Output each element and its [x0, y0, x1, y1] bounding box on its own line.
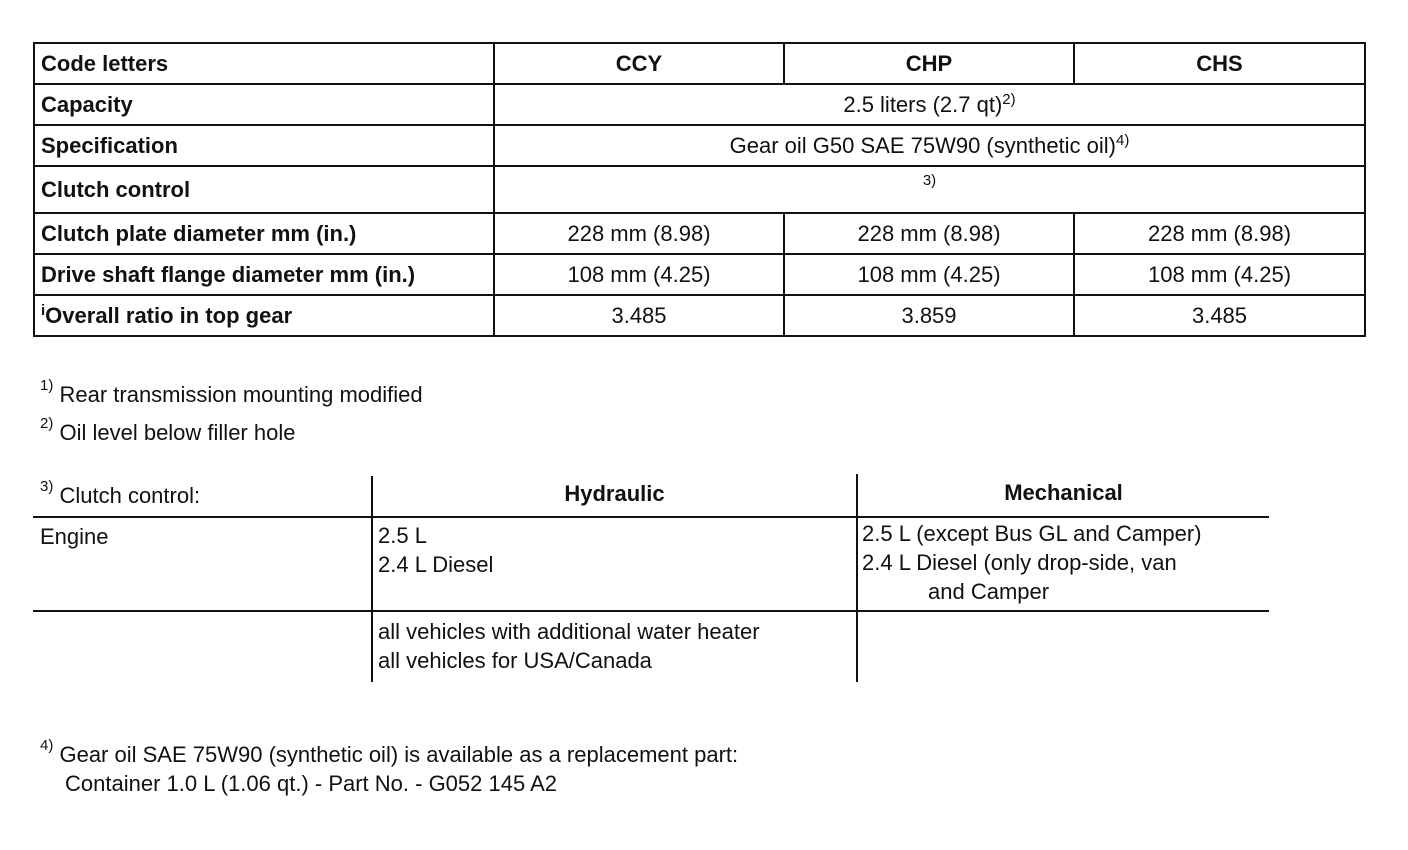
footnote-4-mark: 4) [40, 737, 54, 754]
clutch-title [40, 478, 201, 510]
footnote-1 [40, 377, 423, 409]
flange-chp: 108 mm (4.25) [784, 254, 1074, 295]
clutch-title-text: Clutch control: [59, 483, 201, 508]
clutch-plate-chs: 228 mm (8.98) [1074, 213, 1365, 254]
engine-label: Engine [40, 524, 109, 549]
mechanical-line-2: 2.4 L Diesel (only drop-side, van [862, 550, 1177, 575]
hydraulic-extra-2: all vehicles for USA/Canada [378, 648, 652, 673]
footnote-2-mark: 2) [40, 415, 54, 432]
hydraulic-header: Hydraulic [564, 481, 665, 506]
hydraulic-line-1: 2.5 L [378, 523, 427, 548]
capacity-note: 2) [1002, 90, 1016, 108]
spec-table [33, 42, 1366, 337]
clutch-title-mark: 3) [40, 478, 54, 495]
clutch-plate-chp: 228 mm (8.98) [784, 213, 1074, 254]
specification-value: Gear oil G50 SAE 75W90 (synthetic oil) [729, 132, 1117, 158]
code-ccy: CCY [494, 43, 784, 84]
footnote-4-text-2: Container 1.0 L (1.06 qt.) - Part No. - G052 145 A2 [65, 771, 558, 796]
footnote-4 [40, 737, 739, 798]
footnote-2 [40, 415, 296, 447]
mechanical-line-3: and Camper [928, 579, 1050, 604]
clutch-header-rule [33, 516, 1269, 518]
ratio-label: Overall ratio in top gear [45, 302, 293, 328]
ratio-marker: i [41, 301, 46, 319]
hydraulic-line-2: 2.4 L Diesel [378, 552, 494, 577]
capacity-row [34, 84, 1365, 125]
flange-label: Drive shaft flange diameter mm (in.) [34, 254, 494, 295]
clutch-control-table [33, 474, 1269, 682]
hydraulic-extra-1: all vehicles with additional water heater [378, 619, 760, 644]
ratio-label-cell [34, 295, 494, 336]
flange-ccy: 108 mm (4.25) [494, 254, 784, 295]
ratio-chs: 3.485 [1074, 295, 1365, 336]
specification-value-cell [494, 125, 1365, 166]
clutch-control-label: Clutch control [34, 166, 494, 213]
code-letters-label: Code letters [34, 43, 494, 84]
specification-row [34, 125, 1365, 166]
mechanical-line-1: 2.5 L (except Bus GL and Camper) [862, 521, 1202, 546]
flange-chs: 108 mm (4.25) [1074, 254, 1365, 295]
mechanical-header: Mechanical [1004, 480, 1123, 505]
specification-label: Specification [34, 125, 494, 166]
clutch-plate-label: Clutch plate diameter mm (in.) [34, 213, 494, 254]
clutch-plate-ccy: 228 mm (8.98) [494, 213, 784, 254]
specification-note: 4) [1116, 131, 1130, 149]
ratio-row [34, 295, 1365, 336]
footnote-2-text: Oil level below filler hole [59, 420, 296, 445]
clutch-control-row [34, 166, 1365, 213]
footnote-4-text-1: Gear oil SAE 75W90 (synthetic oil) is available as a replacement part: [59, 742, 739, 767]
capacity-label: Capacity [34, 84, 494, 125]
footnote-4-line-1 [40, 737, 739, 769]
flange-row [34, 254, 1365, 295]
clutch-plate-row [34, 213, 1365, 254]
ratio-chp: 3.859 [784, 295, 1074, 336]
clutch-row-rule [33, 610, 1269, 612]
footnote-1-text: Rear transmission mounting modified [59, 382, 423, 407]
code-chp: CHP [784, 43, 1074, 84]
clutch-control-note: 3) [494, 166, 1365, 213]
code-chs: CHS [1074, 43, 1365, 84]
ratio-ccy: 3.485 [494, 295, 784, 336]
header-row [34, 43, 1365, 84]
footnote-1-mark: 1) [40, 377, 54, 394]
capacity-value-cell [494, 84, 1365, 125]
capacity-value: 2.5 liters (2.7 qt) [843, 91, 1003, 117]
